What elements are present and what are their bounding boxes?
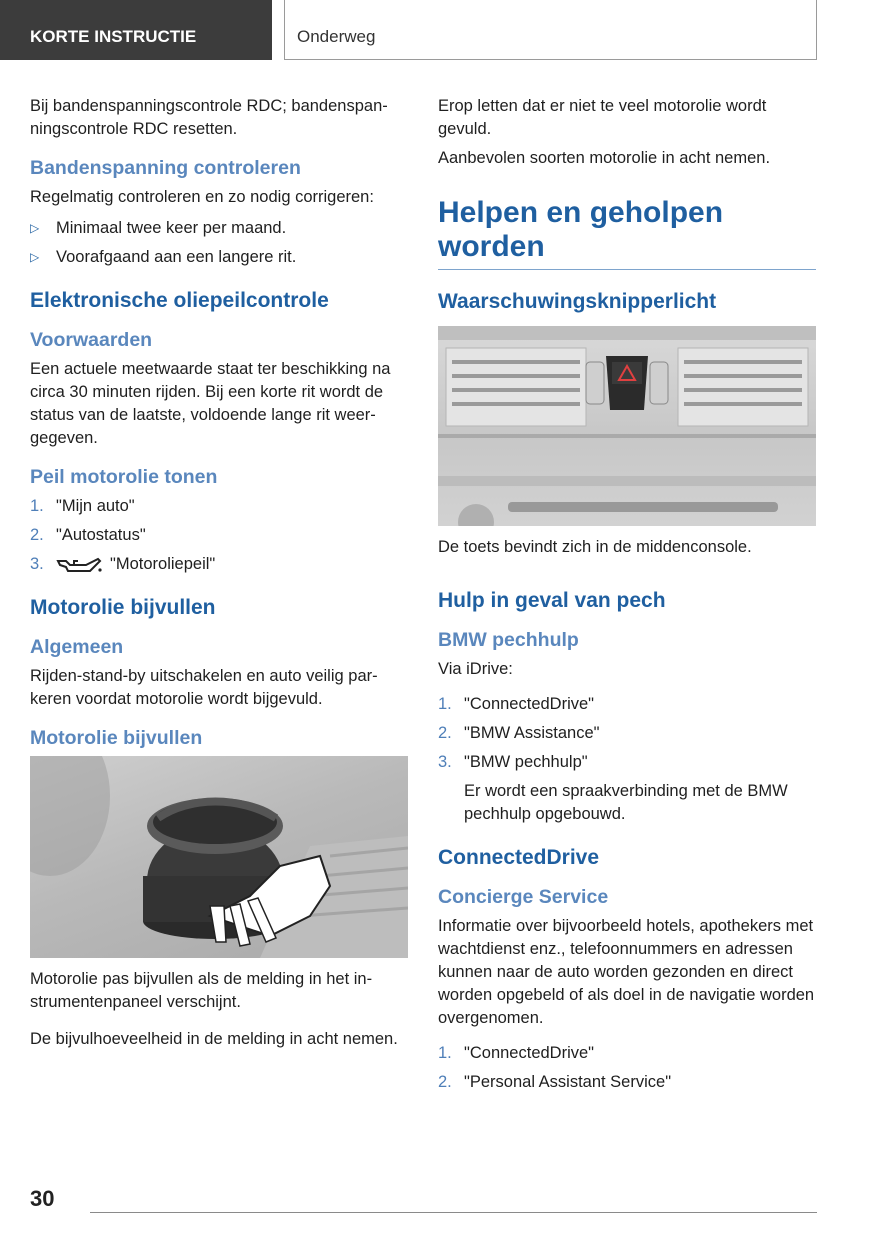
- list-item: ▷ Voorafgaand aan een langere rit.: [30, 246, 410, 269]
- footer-divider: [90, 1212, 817, 1213]
- subsection-tab: Onderweg: [284, 0, 817, 60]
- refill-text-1: Motorolie pas bijvullen als de melding in het instrumentenpaneel verschijnt.: [30, 970, 373, 1011]
- bmw-note: Er wordt een spraakverbinding met de BMW pechhulp opgebouwd.: [464, 782, 788, 823]
- refill-text-2: De bijvulhoeveelheid in de melding in acht nemen.: [30, 1030, 398, 1048]
- oil-can-icon: [56, 555, 102, 575]
- general-heading: Algemeen: [30, 636, 124, 658]
- conditions-text: Een actuele meetwaarde staat ter beschikking na circa 30 minuten rijden. Bij een korte rit wordt de status van de laatste, voldoende lange rit weergegeven.: [30, 360, 391, 447]
- right-column: [438, 95, 818, 1100]
- concierge-heading: Concierge Service: [438, 886, 609, 908]
- list-item: 3. "Motoroliepeil": [30, 555, 216, 573]
- show-oil-heading: Peil motorolie tonen: [30, 466, 218, 488]
- left-column: [30, 95, 410, 1059]
- list-item: ▷ Minimaal twee keer per maand.: [30, 217, 410, 240]
- bmw-text: Via iDrive:: [438, 660, 513, 678]
- oil-heading: Elektronische oliepeilcontrole: [30, 289, 329, 312]
- hazard-button-image: [438, 326, 816, 526]
- bmw-pechhulp-heading: BMW pechhulp: [438, 629, 579, 651]
- section-tab: KORTE INSTRUCTIE: [0, 0, 272, 60]
- concierge-text: Informatie over bijvoorbeeld hotels, apothekers met wachtdienst enz., telefoonnummers en adressen kunnen naar de auto worden gezonden en direct worden opgebeld of als doel in de navigatie worden overgenomen.: [438, 917, 815, 1027]
- triangle-bullet-icon: ▷: [30, 221, 40, 235]
- page-number: 30: [30, 1186, 55, 1211]
- oil-type-text: Aanbevolen soorten motorolie in acht nemen.: [438, 149, 771, 167]
- hazard-heading: Waarschuwingsknipperlicht: [438, 290, 717, 313]
- list-item: 1. "ConnectedDrive": [438, 695, 595, 713]
- list-item: 2. "BMW Assistance": [438, 724, 600, 742]
- refill-sub-heading: Motorolie bijvullen: [30, 727, 203, 749]
- list-item: 2. "Autostatus": [30, 526, 146, 544]
- intro-text: Bij bandenspanningscontrole RDC; bandenspanningscontrole RDC resetten.: [30, 97, 388, 138]
- connecteddrive-heading: ConnectedDrive: [438, 846, 600, 869]
- general-text: Rijden-stand-by uitschakelen en auto veilig parkeren voordat motorolie wordt bijgevuld.: [30, 667, 378, 708]
- breakdown-heading: Hulp in geval van pech: [438, 589, 666, 612]
- list-item: 3. "BMW pechhulp": [438, 753, 588, 771]
- list-item: 1. "Mijn auto": [30, 497, 135, 515]
- tire-text: Regelmatig controleren en zo nodig corrigeren:: [30, 188, 374, 206]
- list-item: 1. "ConnectedDrive": [438, 1044, 595, 1062]
- list-item: 2. "Personal Assistant Service": [438, 1073, 672, 1091]
- triangle-bullet-icon: ▷: [30, 250, 40, 264]
- oil-cap-image: [30, 756, 408, 958]
- conditions-heading: Voorwaarden: [30, 329, 153, 351]
- hazard-caption: De toets bevindt zich in de middenconsole.: [438, 538, 752, 556]
- tire-heading: Bandenspanning controleren: [30, 157, 301, 179]
- refill-heading: Motorolie bijvullen: [30, 596, 216, 619]
- help-heading: Helpen en geholpen worden: [438, 196, 816, 270]
- overfill-text: Erop letten dat er niet te veel motorolie wordt gevuld.: [438, 97, 767, 138]
